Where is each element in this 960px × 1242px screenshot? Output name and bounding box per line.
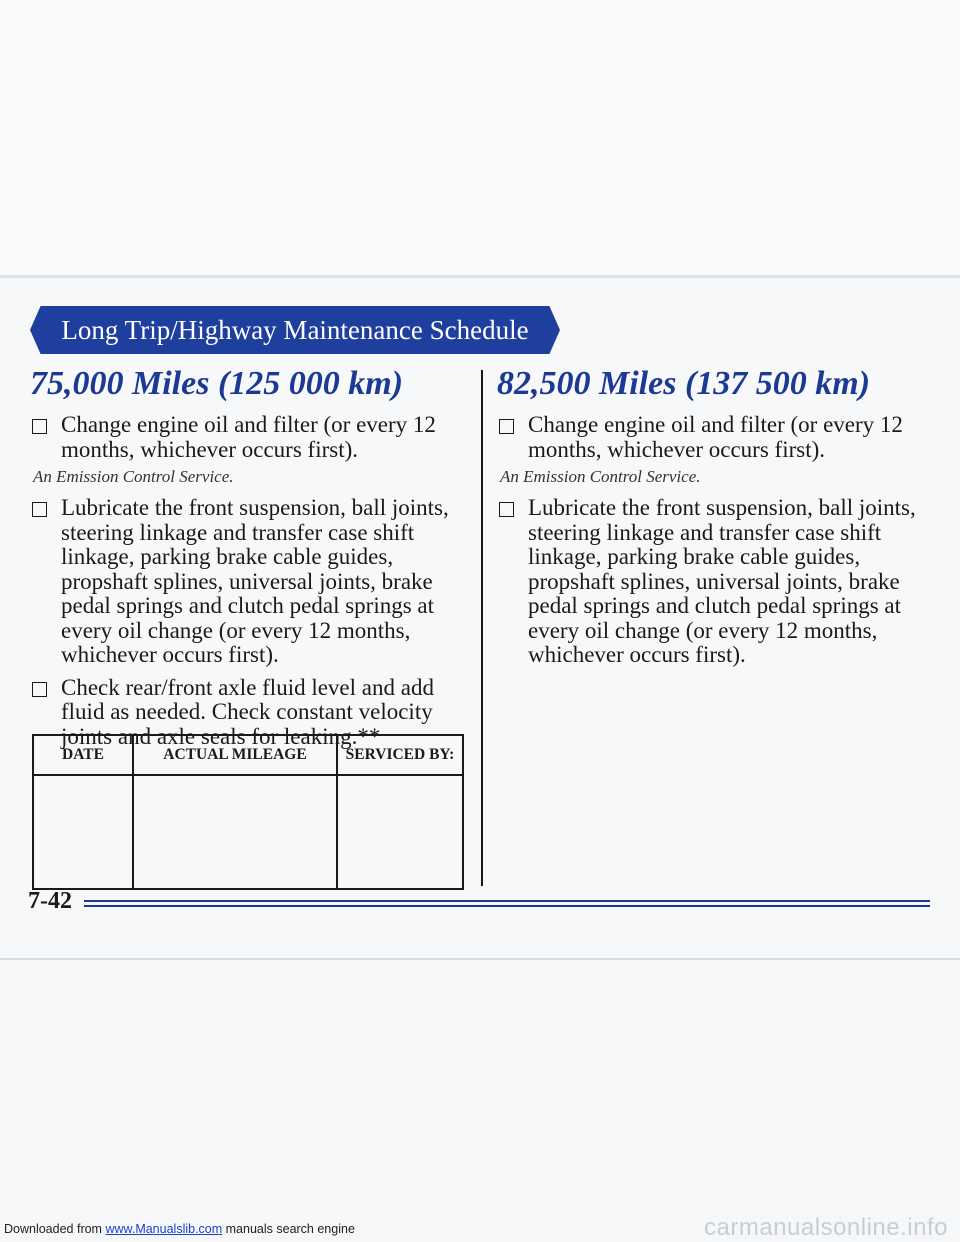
task-item [497,413,937,462]
date-cell[interactable] [33,775,133,889]
checkbox-icon[interactable] [32,419,47,434]
mileage-cell[interactable] [133,775,337,889]
emission-note: An Emission Control Service. [500,467,701,486]
checkbox-icon[interactable] [32,502,47,517]
column-header-serviced-by: SERVICED BY: [337,735,463,775]
task-item [497,496,937,668]
mileage-heading-82500: 82,500 Miles (137 500 km) [497,365,871,402]
download-footer [4,1222,355,1236]
task-item [30,413,470,462]
watermark: carmanualsonline.info [704,1214,948,1241]
page-top-margin [0,0,960,275]
footer-rule [84,905,930,907]
column-header-mileage: ACTUAL MILEAGE [133,735,337,775]
table-row [33,775,463,889]
page-top-edge [0,275,960,278]
task-text: Change engine oil and filter (or every 12 months, whichever occurs first). [61,412,436,462]
checkbox-icon[interactable] [32,682,47,697]
checkbox-icon[interactable] [499,419,514,434]
task-text: Lubricate the front suspension, ball joints, steering linkage and transfer case shift linkage, parking brake cable guides, propshaft splines, universal joints, brake pedal springs and clutch pedal springs at every oil change (or every 12 months, whichever occurs first). [61,495,449,667]
checkbox-icon[interactable] [499,502,514,517]
column-header-date: DATE [33,735,133,775]
left-column [30,365,470,749]
serviced-by-cell[interactable] [337,775,463,889]
page-bottom-margin [0,960,960,1242]
task-text: Change engine oil and filter (or every 12 months, whichever occurs first). [528,412,903,462]
column-divider [481,370,483,886]
section-title: Long Trip/Highway Maintenance Schedule [61,315,529,345]
table-header-row [33,735,463,775]
page-number: 7-42 [28,888,72,914]
service-record-table [32,734,464,890]
download-prefix: Downloaded from [4,1222,106,1236]
footer-rule [84,900,930,902]
task-item [30,496,470,668]
download-suffix: manuals search engine [222,1222,355,1236]
manualslib-link[interactable]: www.Manualslib.com [105,1222,223,1236]
task-text: Check rear/front axle fluid level and add fluid as needed. Check constant velocity joints and axle seals for leaking.** [61,674,434,749]
task-text: Lubricate the front suspension, ball joints, steering linkage and transfer case shift linkage, parking brake cable guides, propshaft splines, universal joints, brake pedal springs and clutch pedal springs at every oil change (or every 12 months, whichever occurs first). [528,495,916,667]
emission-note: An Emission Control Service. [33,467,234,486]
right-column [497,365,937,668]
mileage-heading-75000: 75,000 Miles (125 000 km) [30,365,404,402]
